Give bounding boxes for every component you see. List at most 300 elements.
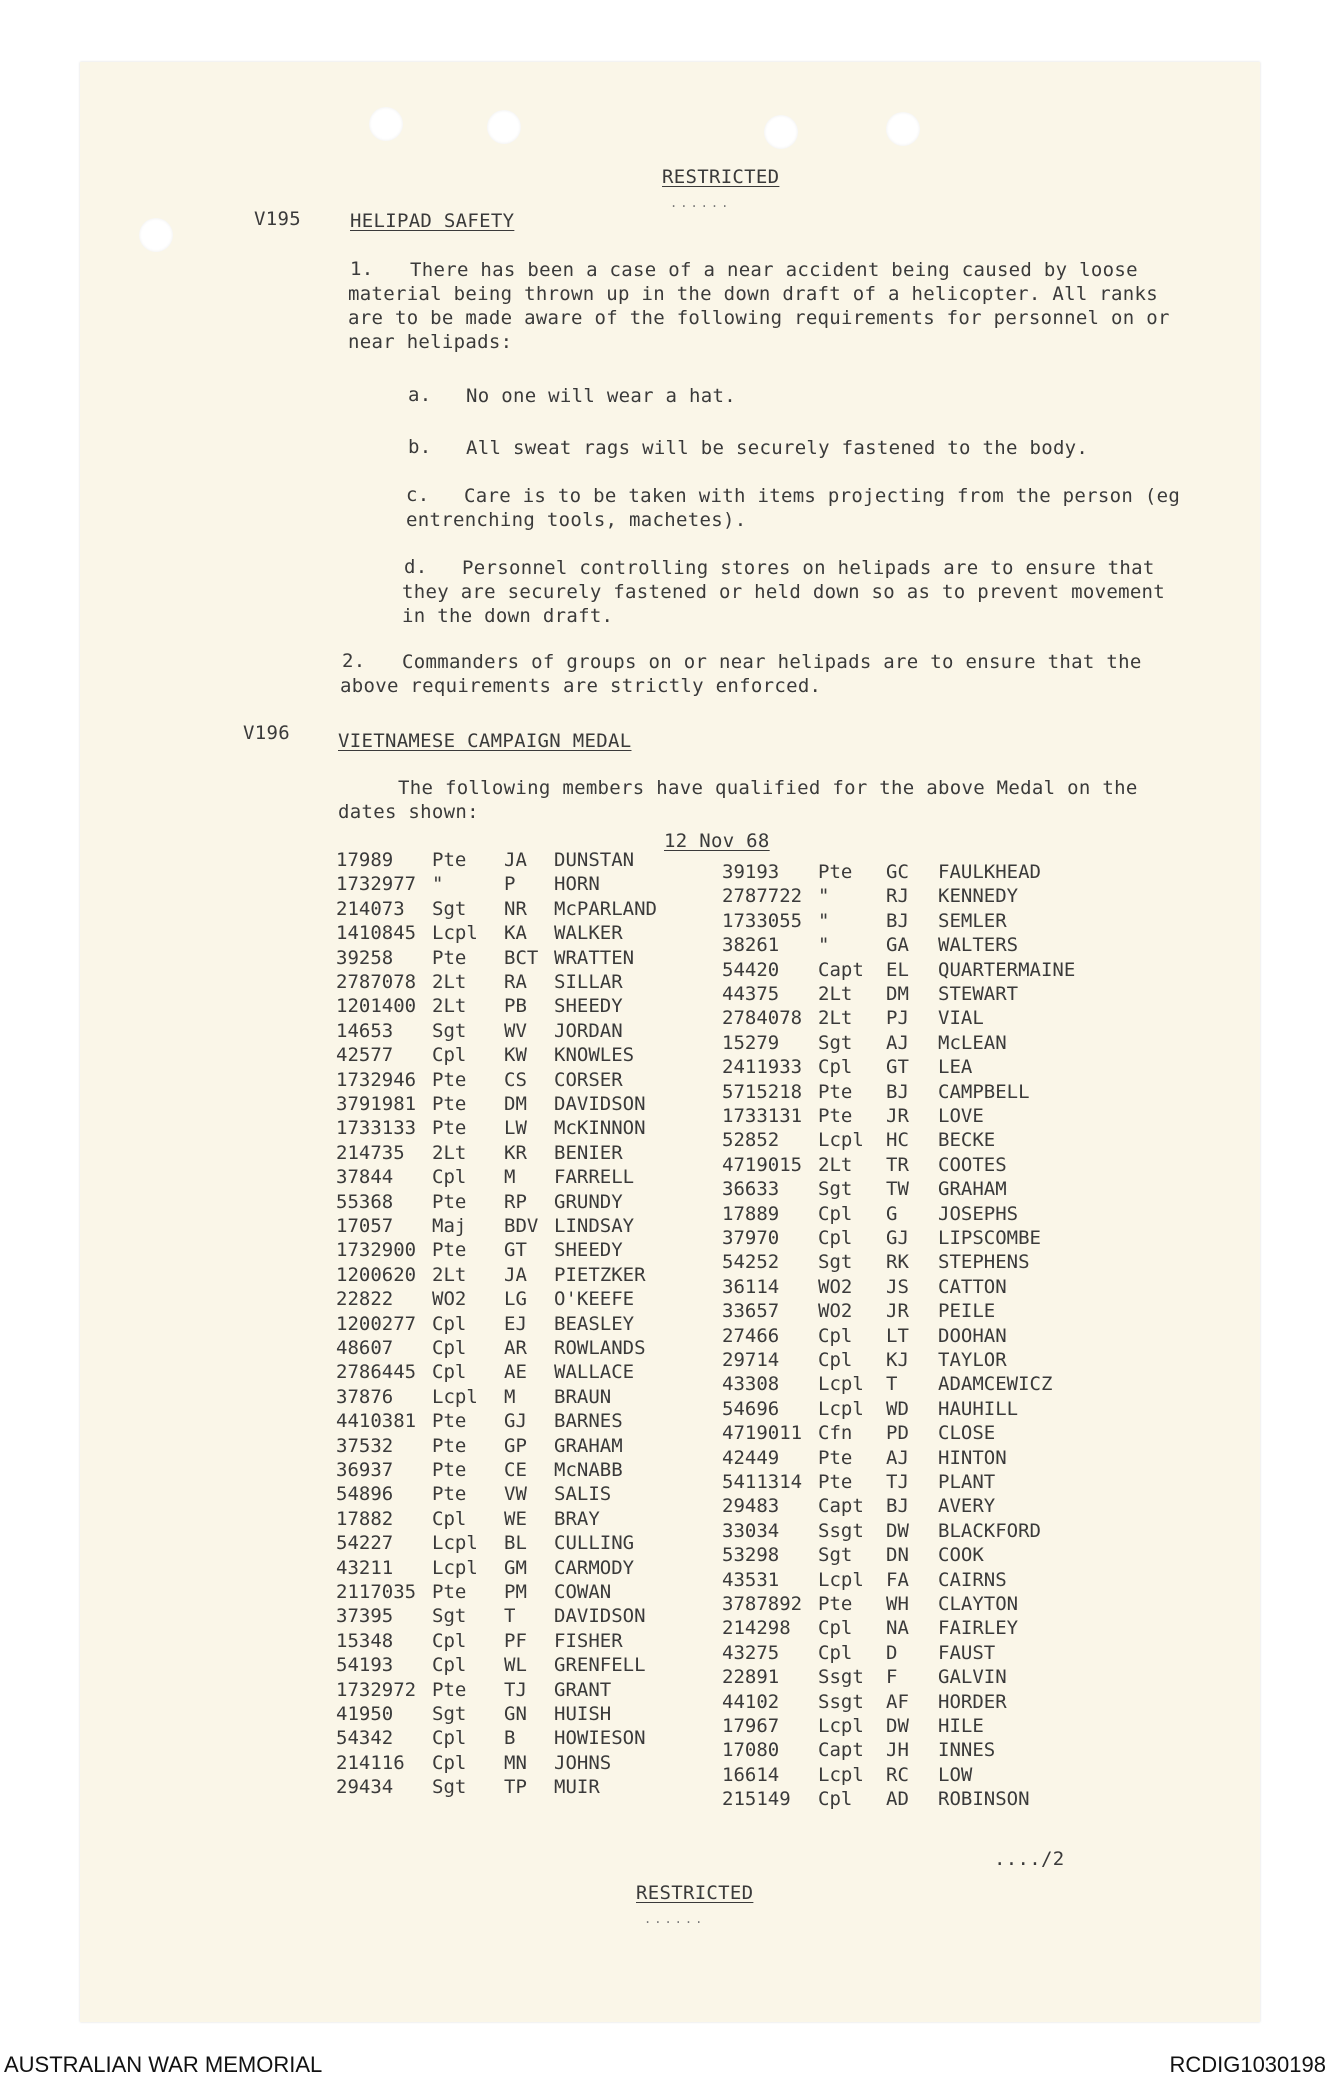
surname: COWAN [554,1581,612,1603]
initials: JH [886,1739,909,1762]
rank: Lcpl [432,1385,478,1408]
initials: P [504,873,516,896]
surname: ROWLANDS [554,1337,646,1359]
service-number: 1200277 [336,1312,417,1335]
service-number: 36114 [722,1275,780,1298]
service-number: 17989 [336,849,394,871]
initials: T [886,1373,898,1396]
surname: ROBINSON [938,1788,1030,1811]
rank: 2Lt [818,983,853,1005]
rank: " [432,873,444,896]
surname: STEPHENS [938,1251,1030,1274]
initials: JA [504,1263,527,1286]
item-letter: c. [406,484,430,506]
surname: GRANT [554,1678,612,1701]
rank: Cpl [818,1349,853,1371]
rank: Cpl [818,1641,853,1664]
rank: 2Lt [432,995,467,1018]
initials: BDV [504,1215,539,1237]
surname: O'KEEFE [554,1288,635,1311]
service-number: 37970 [722,1227,780,1249]
initials: TR [886,1153,909,1176]
surname: HAUHILL [938,1397,1019,1420]
rank: Capt [818,1495,864,1518]
initials: M [504,1166,516,1189]
medal-intro: The following members have qualified for the above Medal on the dates shown: [338,777,1138,823]
rank: Cpl [432,1361,467,1384]
rank: Lcpl [818,1373,864,1396]
rank: Pte [818,1080,853,1103]
rank: Sgt [432,1776,467,1799]
service-number: 55368 [336,1190,394,1213]
punch-hole [764,115,798,149]
surname: DAVIDSON [554,1093,646,1115]
surname: BLACKFORD [938,1519,1041,1542]
initials: NR [504,897,527,920]
initials: CS [504,1068,527,1091]
rank: 2Lt [432,971,467,993]
rank: Cpl [818,1202,853,1225]
rank: 2Lt [818,1007,853,1030]
service-number: 1410845 [336,922,417,945]
service-number: 16614 [722,1763,780,1786]
item-letter: a. [408,384,432,406]
initials: RA [504,971,527,993]
rank: Pte [432,1093,467,1115]
service-number: 5411314 [722,1471,803,1493]
initials: GA [886,934,909,957]
service-number: 3791981 [336,1093,417,1115]
rank: 2Lt [432,1263,467,1286]
surname: CORSER [554,1068,623,1091]
rank: Cpl [818,1324,853,1347]
surname: HORN [554,873,600,896]
service-number: 2411933 [722,1056,803,1079]
classification-header: RESTRICTED [662,166,780,188]
service-number: 214116 [336,1751,405,1774]
rank: Sgt [432,1019,467,1042]
initials: FA [886,1568,909,1591]
rank: Cpl [432,1751,467,1774]
service-number: 214073 [336,897,405,920]
initials: WV [504,1019,527,1042]
service-number: 17080 [722,1739,780,1762]
section-ref-v196: V196 [243,722,290,744]
surname: KNOWLES [554,1044,635,1067]
initials: BJ [886,1495,909,1518]
rank: " [818,934,830,957]
initials: JS [886,1275,909,1298]
initials: EL [886,958,909,981]
rank: " [818,909,830,932]
rank: Maj [432,1215,467,1237]
rank: Lcpl [432,1532,478,1555]
initials: TJ [886,1471,909,1493]
surname: PIETZKER [554,1263,646,1286]
service-number: 2787078 [336,971,417,993]
service-number: 29483 [722,1495,780,1518]
service-number: 1200620 [336,1263,417,1286]
surname: FARRELL [554,1166,635,1189]
surname: HORDER [938,1690,1007,1713]
service-number: 1201400 [336,995,417,1018]
service-number: 36633 [722,1178,780,1201]
service-number: 41950 [336,1703,394,1725]
service-number: 4719011 [722,1422,803,1445]
surname: GRAHAM [554,1434,623,1457]
service-number: 17967 [722,1715,780,1737]
service-number: 36937 [336,1459,394,1481]
page-continuation: ..../2 [994,1848,1065,1870]
surname: CLAYTON [938,1593,1019,1615]
rank: Sgt [432,1703,467,1725]
initials: VW [504,1483,527,1506]
surname: SALIS [554,1483,612,1506]
service-number: 54193 [336,1654,394,1677]
surname: PLANT [938,1471,996,1493]
rank: WO2 [818,1300,853,1323]
surname: COOK [938,1544,984,1567]
rank: Pte [432,1190,467,1213]
initials: TJ [504,1678,527,1701]
service-number: 37876 [336,1385,394,1408]
service-number: 17057 [336,1215,394,1237]
rank: Cpl [432,1166,467,1189]
service-number: 54420 [722,958,780,981]
initials: BCT [504,946,539,969]
section-title-campaign-medal: VIETNAMESE CAMPAIGN MEDAL [338,730,632,752]
initials: DM [886,983,909,1005]
surname: JORDAN [554,1019,623,1042]
surname: VIAL [938,1007,984,1030]
initials: KR [504,1141,527,1164]
rank: Lcpl [818,1568,864,1591]
surname: SEMLER [938,909,1007,932]
surname: CULLING [554,1532,635,1555]
service-number: 54896 [336,1483,394,1506]
rank: Ssgt [818,1519,864,1542]
service-number: 38261 [722,934,780,957]
paragraph-2: Commanders of groups on or near helipads are to ensure that the above requirements are strictly enforced. [340,651,1142,697]
rank: 2Lt [818,1153,853,1176]
service-number: 52852 [722,1129,780,1152]
service-number: 4410381 [336,1410,417,1433]
surname: BEASLEY [554,1312,635,1335]
rank: Pte [432,1434,467,1457]
surname: CATTON [938,1275,1007,1298]
rank: Cpl [432,1727,467,1750]
initials: KA [504,922,527,945]
rank: Cpl [432,1337,467,1359]
initials: G [886,1202,898,1225]
service-number: 4719015 [722,1153,803,1176]
initials: EJ [504,1312,527,1335]
surname: BRAUN [554,1385,612,1408]
rank: WO2 [432,1288,467,1311]
rank: Sgt [818,1251,853,1274]
rank: Cpl [432,1654,467,1677]
surname: JOSEPHS [938,1202,1019,1225]
surname: INNES [938,1739,996,1762]
initials: WH [886,1593,909,1615]
service-number: 54342 [336,1727,394,1750]
initials: PB [504,995,527,1018]
initials: AJ [886,1446,909,1469]
surname: AVERY [938,1495,996,1518]
initials: TW [886,1178,909,1201]
initials: PJ [886,1007,909,1030]
rank: Pte [432,1239,467,1262]
surname: FAIRLEY [938,1617,1019,1640]
initials: AD [886,1788,909,1811]
rank: Pte [432,1581,467,1603]
surname: GRAHAM [938,1178,1007,1201]
initials: PD [886,1422,909,1445]
archive-source: AUSTRALIAN WAR MEMORIAL [4,2052,323,2077]
rank: Ssgt [818,1666,864,1689]
initials: JR [886,1105,909,1127]
service-number: 43211 [336,1556,394,1579]
surname: McLEAN [938,1031,1007,1054]
initials: WD [886,1397,909,1420]
service-number: 2784078 [722,1007,803,1030]
rank: Pte [818,1446,853,1469]
initials: LG [504,1288,527,1311]
surname: DOOHAN [938,1324,1007,1347]
initials: PM [504,1581,527,1603]
surname: LEA [938,1056,973,1079]
rank: Pte [432,1459,467,1481]
service-number: 48607 [336,1337,394,1359]
initials: GT [886,1056,909,1079]
initials: BL [504,1532,527,1555]
initials: LT [886,1324,909,1347]
surname: WALLACE [554,1361,635,1384]
rank: Cpl [432,1629,467,1652]
service-number: 17882 [336,1507,394,1530]
service-number: 1733055 [722,909,803,932]
surname: COOTES [938,1153,1007,1176]
surname: LINDSAY [554,1215,635,1237]
initials: HC [886,1129,909,1152]
service-number: 54252 [722,1251,780,1274]
service-number: 2117035 [336,1581,417,1603]
initials: WE [504,1507,527,1530]
initials: DN [886,1544,909,1567]
rank: Pte [432,849,467,871]
initials: RC [886,1763,909,1786]
service-number: 37532 [336,1434,394,1457]
rank: Sgt [432,1605,467,1628]
initials: F [886,1666,898,1689]
surname: GALVIN [938,1666,1007,1689]
punch-hole [369,107,403,141]
initials: RP [504,1190,527,1213]
initials: GJ [504,1410,527,1433]
initials: CE [504,1459,527,1481]
service-number: 29714 [722,1349,780,1371]
rank: Pte [818,861,853,883]
surname: LOW [938,1763,973,1786]
item-text: Care is to be taken with items projecting from the person (eg entrenching tools, machetes). [406,485,1181,531]
surname: BRAY [554,1507,600,1530]
service-number: 22891 [722,1666,780,1689]
rank: Capt [818,958,864,981]
rank: Sgt [432,897,467,920]
initials: KW [504,1044,527,1067]
surname: DAVIDSON [554,1605,646,1628]
rank: Cpl [432,1312,467,1335]
rank: Pte [432,1068,467,1091]
rank: Lcpl [818,1397,864,1420]
dots: ...... [670,196,732,210]
surname: WALTERS [938,934,1019,957]
service-number: 214298 [722,1617,791,1640]
initials: WL [504,1654,527,1677]
service-number: 14653 [336,1019,394,1042]
initials: GP [504,1434,527,1457]
surname: SHEEDY [554,1239,623,1262]
surname: CAIRNS [938,1568,1007,1591]
rank: Capt [818,1739,864,1762]
archive-id: RCDIG1030198 [1169,2052,1326,2077]
rank: Cpl [432,1507,467,1530]
surname: MUIR [554,1776,600,1799]
initials: B [504,1727,516,1750]
surname: TAYLOR [938,1349,1007,1371]
surname: STEWART [938,983,1019,1005]
item-text: All sweat rags will be securely fastened to the body. [466,437,1089,459]
service-number: 5715218 [722,1080,803,1103]
service-number: 1732946 [336,1068,417,1091]
punch-hole [139,218,173,252]
paragraph-1: There has been a case of a near accident being caused by loose material being thrown up in the down draft of a helicopter. All ranks are to be made aware of the following requirements for personnel on or near helipads: [348,259,1170,353]
classification-footer: RESTRICTED [636,1882,754,1904]
surname: FISHER [554,1629,623,1652]
initials: D [886,1641,898,1664]
surname: QUARTERMAINE [938,958,1076,981]
rank: Sgt [818,1178,853,1201]
service-number: 215149 [722,1788,791,1811]
initials: GT [504,1239,527,1262]
service-number: 1732972 [336,1678,417,1701]
rank: Cfn [818,1422,853,1445]
initials: AE [504,1361,527,1384]
service-number: 37844 [336,1166,394,1189]
surname: BENIER [554,1141,623,1164]
rank: 2Lt [432,1141,467,1164]
item-letter: b. [408,436,432,458]
rank: Lcpl [818,1715,864,1737]
punch-hole [886,112,920,146]
rank: Pte [818,1105,853,1127]
service-number: 54227 [336,1532,394,1555]
rank: Pte [432,946,467,969]
initials: AJ [886,1031,909,1054]
service-number: 54696 [722,1397,780,1420]
surname: ADAMCEWICZ [938,1373,1053,1396]
initials: LW [504,1117,527,1140]
surname: HILE [938,1715,984,1737]
rank: Cpl [818,1788,853,1811]
service-number: 1732977 [336,873,417,896]
initials: RJ [886,885,909,908]
surname: SHEEDY [554,995,623,1018]
punch-hole [487,110,521,144]
initials: DW [886,1715,909,1737]
surname: JOHNS [554,1751,612,1774]
service-number: 39193 [722,861,780,883]
service-number: 15279 [722,1031,780,1054]
initials: GN [504,1703,527,1725]
service-number: 1732900 [336,1239,417,1262]
initials: PF [504,1629,527,1652]
item-text: No one will wear a hat. [466,385,736,407]
service-number: 3787892 [722,1593,803,1615]
service-number: 2786445 [336,1361,417,1384]
initials: NA [886,1617,909,1640]
service-number: 2787722 [722,885,803,908]
rank: Pte [432,1678,467,1701]
rank: Sgt [818,1031,853,1054]
initials: AF [886,1690,909,1713]
initials: GJ [886,1227,909,1249]
rank: Pte [432,1483,467,1506]
service-number: 29434 [336,1776,394,1799]
initials: GC [886,861,909,883]
section-title-helipad-safety: HELIPAD SAFETY [350,210,515,232]
surname: DUNSTAN [554,849,635,871]
service-number: 42449 [722,1446,780,1469]
surname: WALKER [554,922,623,945]
surname: CARMODY [554,1556,635,1579]
surname: BARNES [554,1410,623,1433]
para-number: 2. [342,650,366,672]
document-page [80,62,1260,2022]
initials: BJ [886,1080,909,1103]
surname: SILLAR [554,971,623,993]
service-number: 27466 [722,1324,780,1347]
initials: AR [504,1337,527,1359]
rank: Ssgt [818,1690,864,1713]
rank: Pte [432,1410,467,1433]
service-number: 44375 [722,983,780,1005]
surname: WRATTEN [554,946,635,969]
rank: Pte [432,1117,467,1140]
service-number: 1733131 [722,1105,803,1127]
initials: JA [504,849,527,871]
service-number: 39258 [336,946,394,969]
service-number: 33034 [722,1519,780,1542]
qualify-date: 12 Nov 68 [664,830,770,852]
rank: Cpl [432,1044,467,1067]
initials: DW [886,1519,909,1542]
surname: PEILE [938,1300,996,1323]
para-number: 1. [350,258,374,280]
surname: McPARLAND [554,897,657,920]
surname: HOWIESON [554,1727,646,1750]
rank: Pte [818,1593,853,1615]
surname: KENNEDY [938,885,1019,908]
rank: Sgt [818,1544,853,1567]
service-number: 42577 [336,1044,394,1067]
service-number: 15348 [336,1629,394,1652]
surname: GRUNDY [554,1190,623,1213]
service-number: 44102 [722,1690,780,1713]
surname: CAMPBELL [938,1080,1030,1103]
service-number: 214735 [336,1141,405,1164]
service-number: 43531 [722,1568,780,1591]
